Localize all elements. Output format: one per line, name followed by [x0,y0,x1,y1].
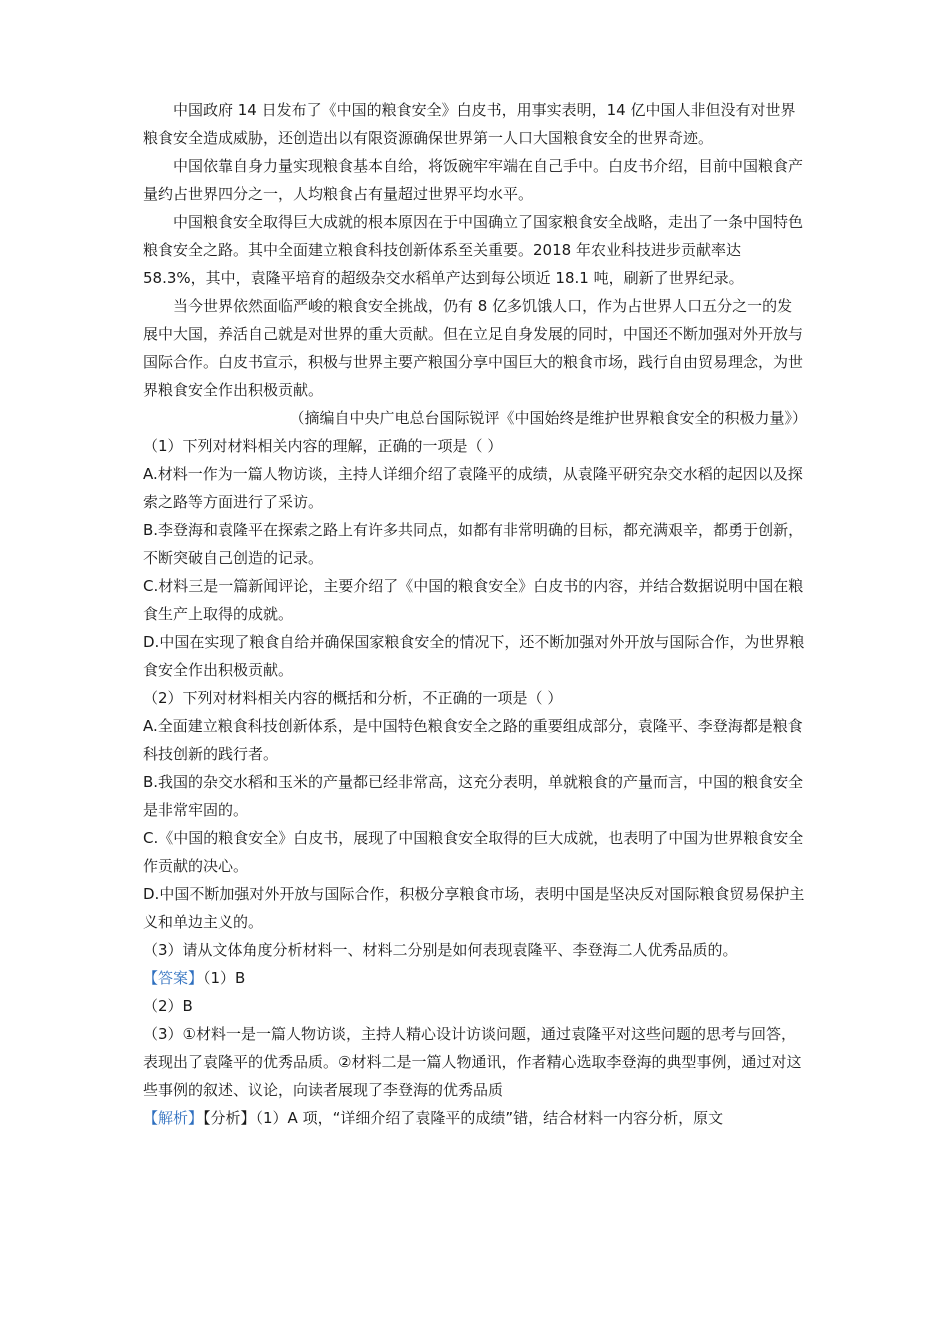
answer-3: （3）①材料一是一篇人物访谈，主持人精心设计访谈问题，通过袁隆平对这些问题的思考与回答，表现出了袁隆平的优秀品质。②材料二是一篇人物通讯，作者精心选取李登海的典型事例，通过对这些事例的叙述、议论，向读者展现了李登海的优秀品质 [143,1025,802,1099]
paragraph-4: 当今世界依然面临严峻的粮食安全挑战，仍有 8 亿多饥饿人口，作为占世界人口五分之一的发展中大国，养活自己就是对世界的重大贡献。但在立足自身发展的同时，中国还不断加强对外开放与国际合作。白皮书宣示，积极与世界主要产粮国分享中国巨大的粮食市场，践行自由贸易理念，为世界粮食安全作出积极贡献。 [143,297,804,399]
question-2-option-d: D.中国不断加强对外开放与国际合作，积极分享粮食市场，表明中国是坚决反对国际粮食贸易保护主义和单边主义的。 [143,885,805,931]
question-1-option-b: B.李登海和袁隆平在探索之路上有许多共同点，如都有非常明确的目标，都充满艰辛，都勇于创新，不断突破自己创造的记录。 [143,521,804,567]
paragraph-3: 中国粮食安全取得巨大成就的根本原因在于中国确立了国家粮食安全战略，走出了一条中国特色粮食安全之路。其中全面建立粮食科技创新体系至关重要。2018 年农业科技进步贡献率达 58.3%，其中，袁隆平培育的超级杂交水稻单产达到每公顷近 18.1 吨，刷新了世界纪录。 [143,213,804,287]
analysis-text: 【分析】（1）A 项，“详细介绍了袁隆平的成绩”错，结合材料一内容分析，原文 [203,1109,724,1127]
answer-tag: 【答案】 [143,969,204,987]
question-2-option-c: C.《中国的粮食安全》白皮书，展现了中国粮食安全取得的巨大成就，也表明了中国为世界粮食安全作贡献的决心。 [143,829,804,875]
paragraph-1: 中国政府 14 日发布了《中国的粮食安全》白皮书，用事实表明，14 亿中国人非但没有对世界粮食安全造成威胁，还创造出以有限资源确保世界第一人口大国粮食安全的世界奇迹。 [143,101,796,147]
question-2-option-b: B.我国的杂交水稻和玉米的产量都已经非常高，这充分表明，单就粮食的产量而言，中国的粮食安全是非常牢固的。 [143,773,804,819]
answer-line-1 [143,964,807,992]
question-1-stem: （1）下列对材料相关内容的理解，正确的一项是（ ） [143,437,503,455]
question-1-option-a: A.材料一作为一篇人物访谈，主持人详细介绍了袁隆平的成绩，从袁隆平研究杂交水稻的起因以及探索之路等方面进行了采访。 [143,465,803,511]
question-2-stem: （2）下列对材料相关内容的概括和分析，不正确的一项是（ ） [143,689,563,707]
analysis-tag: 【解析】 [143,1109,204,1127]
source-citation: （摘编自中央广电总台国际锐评《中国始终是维护世界粮食安全的积极力量》） [289,409,807,427]
analysis-line [143,1104,807,1132]
document-page [143,96,807,1132]
question-1-option-d: D.中国在实现了粮食自给并确保国家粮食安全的情况下，还不断加强对外开放与国际合作，为世界粮食安全作出积极贡献。 [143,633,805,679]
question-3-stem: （3）请从文体角度分析材料一、材料二分别是如何表现袁隆平、李登海二人优秀品质的。 [143,941,738,959]
paragraph-2: 中国依靠自身力量实现粮食基本自给，将饭碗牢牢端在自己手中。白皮书介绍，目前中国粮食产量约占世界四分之一，人均粮食占有量超过世界平均水平。 [143,157,804,203]
question-2-option-a: A.全面建立粮食科技创新体系，是中国特色粮食安全之路的重要组成部分，袁隆平、李登海都是粮食科技创新的践行者。 [143,717,803,763]
question-1-option-c: C.材料三是一篇新闻评论，主要介绍了《中国的粮食安全》白皮书的内容，并结合数据说明中国在粮食生产上取得的成就。 [143,577,804,623]
answer-1: （1）B [203,969,246,987]
answer-2: （2）B [143,997,193,1015]
